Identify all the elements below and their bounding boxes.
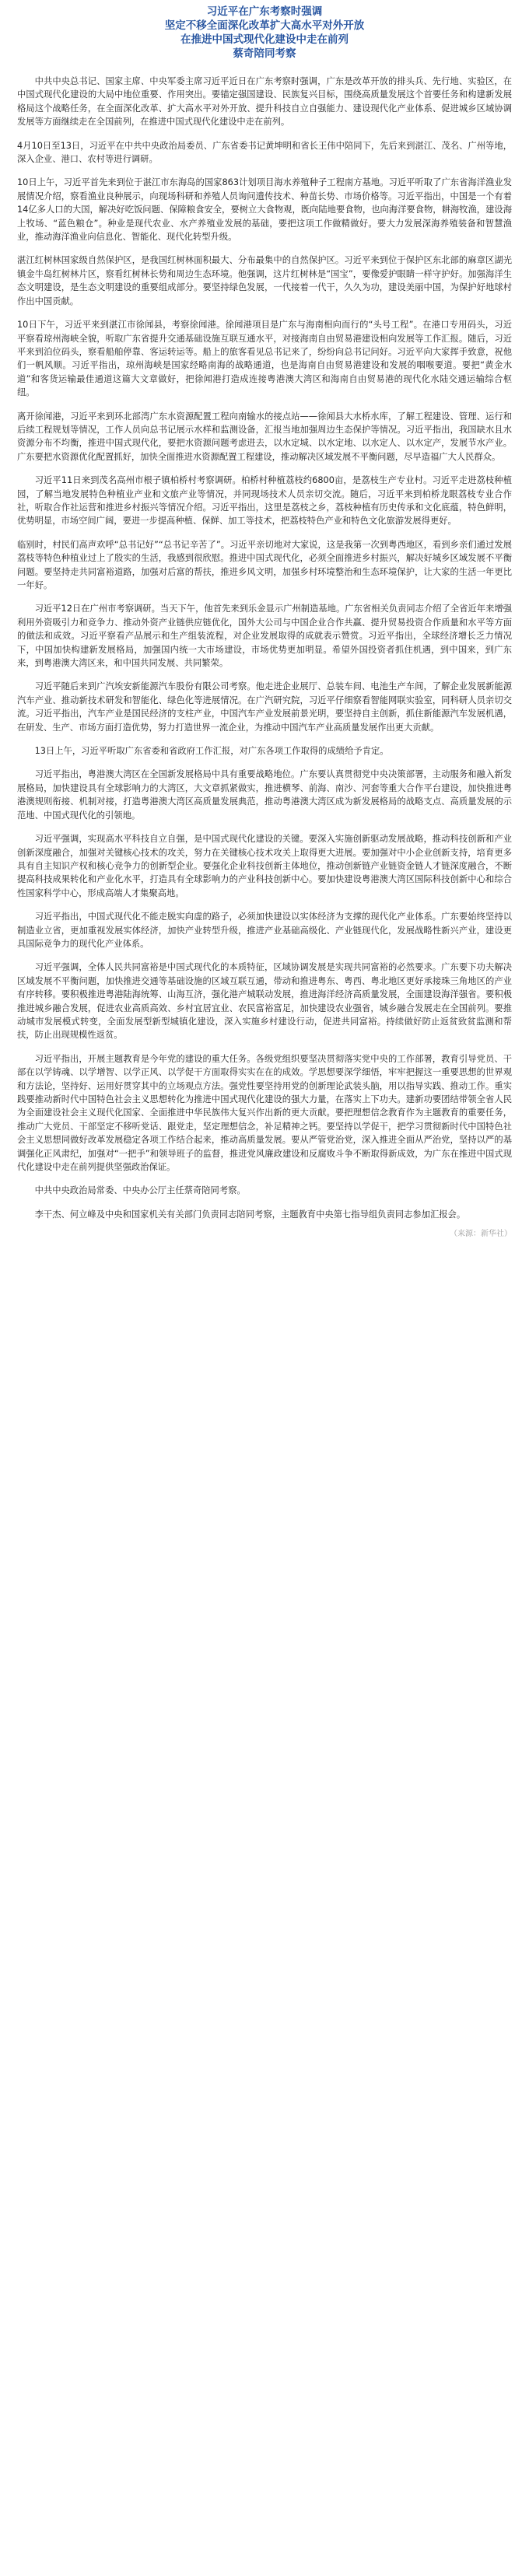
paragraph-greater-bay: 习近平指出，粤港澳大湾区在全国新发展格局中具有重要战略地位。广东要认真贯彻党中央决策部署，主动服务和融入新发展格局，加快建设具有全球影响力的大湾区，大文章抓紧做实，推进横琴、前海、南沙、河套等重大合作平台建设，加快推进粤港澳规则衔接、机制对接，打造粤港澳大湾区高质量发展典范，推动粤港澳大湾区成为新发展格局的战略支点、高质量发展的示范地、中国式现代化的引领地。 bbox=[17, 769, 512, 821]
paragraph-theme-education: 习近平指出，开展主题教育是今年党的建设的重大任务。各级党组织要坚决贯彻落实党中央的工作部署，教育引导党员、干部在以学铸魂、以学增智、以学正风、以学促干方面取得实实在在的成效。学思想要深学细悟，牢牢把握这一重要思想的世界观和方法论，坚持好、运用好贯穿其中的立场观点方法。强党性要坚持用党的创新理论武装头脑，用以指导实践、推动工作。重实践要推动新时代中国特色社会主义思想转化为推进中国式现代化建设的强大力量，在落实上下功夫。建新功要团结带领全省人民为全面建设社会主义现代化国家、全面推进中华民族伟大复兴作出新的更大贡献。要把理想信念教育作为主题教育的重要任务，推动广大党员、干部坚定不移听党话、跟党走，坚定理想信念，补足精神之钙。要坚持以学促干，把学习贯彻新时代中国特色社会主义思想同做好改革发展稳定各项工作结合起来，推动高质量发展。要从严管党治党，深入推进全面从严治党，坚持以严的基调强化正风肃纪，加强对“一把手”和领导班子的监督，推进党风廉政建设和反腐败斗争不断取得新成效，为广东在推进中国式现代化建设中走在前列提供坚强政治保证。 bbox=[17, 1053, 512, 1173]
headline-line-3: 在推进中国式现代化建设中走在前列 bbox=[180, 33, 349, 46]
article-headline bbox=[17, 5, 512, 61]
paragraph-common-prosperity: 习近平强调，全体人民共同富裕是中国式现代化的本质特征，区域协调发展是实现共同富裕的必然要求。广东要下功夫解决区域发展不平衡问题，加快推进交通等基础设施的区域互联互通，带动和推进粤东、粤西、粤北地区更好承接珠三角地区的产业有序转移。要积极推进粤港陆海统筹、山海互济，强化港产城联动发展，推进海洋经济高质量发展，全面建设海洋强省。要积极推进城乡融合发展，促进农业高质高效、乡村宜居宜业、农民富裕富足，加快建设农业强省，城乡融合发展走在全国前列。要推动城市发展模式转变，全面发展型新型城镇化建设，深入实施乡村建设行动，促进共同富裕。持续做好防止返贫致贫监测和帮扶，防止出现规模性返贫。 bbox=[17, 962, 512, 1041]
paragraph-farewell: 临别时，村民们高声欢呼“总书记好”“总书记辛苦了”。习近平亲切地对大家说，这是我第一次到粤西地区，看到乡亲们通过发展荔枝等特色种植业过上了殷实的生活，我感到很欣慰。推进中国式现代化，必须全面推进乡村振兴，解决好城乡区域发展不平衡问题。要坚持走共同富裕道路，加强对后富的帮扶，推进乡风文明，加强乡村环境整治和生态环境保护，让大家的生活一年更比一年好。 bbox=[17, 539, 512, 590]
paragraph-cai-qi: 中共中央政治局常委、中央办公厅主任蔡奇陪同考察。 bbox=[34, 1185, 246, 1196]
paragraph-lg-display: 习近平12日在广州市考察调研。当天下午，他首先来到乐金显示广州制造基地。广东省相关负责同志介绍了全省近年来增强利用外资吸引力和竞争力、推动外资产业链供应链优化，国外大公司与中国企业合作共赢、提升贸易投资合作质量和水平等方面的做法和成效。习近平察看产品展示和生产组装流程，对企业发展取得的成就表示赞赏。习近平指出，全球经济增长乏力情况下，中国加快构建新发展格局，加强国内统一大市场建设，市场优势更加明显。希望外国投资者抓住机遇，到中国来，到广东来，到粤港澳大湾区来，和中国共同发展、共同繁荣。 bbox=[17, 604, 512, 669]
headline-line-1: 习近平在广东考察时强调 bbox=[206, 5, 323, 18]
paragraph-intro: 中共中央总书记、国家主席、中央军委主席习近平近日在广东考察时强调，广东是改革开放的排头兵、先行地、实验区，在中国式现代化建设的大局中地位重要、作用突出。要锚定强国建设、民族复兴目标，围绕高质量发展这个首要任务和构建新发展格局这个战略任务，在全面深化改革、扩大高水平对外开放、提升科技自立自强能力、建设现代化产业体系、促进城乡区域协调发展等方面继续走在全国前列，在推进中国式现代化建设中走在前列。 bbox=[17, 76, 512, 128]
paragraph-sci-tech: 习近平强调，实现高水平科技自立自强，是中国式现代化建设的关键。要深入实施创新驱动发展战略，推动科技创新和产业创新深度融合，加强对关键核心技术的攻关，努力在关键核心技术攻关上取得更大进展。要加强对中小企业创新支持，培育更多具有自主知识产权和核心竞争力的创新型企业。要强化企业科技创新主体地位，推动创新链产业链资金链人才链深度融合，不断提高科技成果转化和产业化水平，打造具有全球影响力的产业科技创新中心。要加快建设粤港澳大湾区国际科技创新中心和综合性国家科学中心，形成高端人才集聚高地。 bbox=[17, 834, 512, 898]
article bbox=[0, 0, 529, 1238]
paragraph-report: 13日上午，习近平听取广东省委和省政府工作汇报，对广东各项工作取得的成绩给予肯定。 bbox=[34, 746, 389, 757]
headline-line-4: 蔡奇陪同考察 bbox=[233, 47, 296, 60]
paragraph-aquaculture: 10日上午，习近平首先来到位于湛江市东海岛的国家863计划项目海水养殖种子工程南方基地。习近平听取了广东省海洋渔业发展情况介绍，察看渔业良种展示，向现场科研和养殖人员询问遗传技术、种苗长势、市场价格等。习近平指出，中国是一个有着14亿多人口的大国，解决好吃饭问题、保障粮食安全，要树立大食物观，既向陆地要食物，也向海洋要食物，耕海牧渔，建设海上牧场、“蓝色粮仓”。种业是现代农业、水产养殖业发展的基础，要把这项工作做精做好。要大力发展深海养殖装备和智慧渔业，推动海洋渔业向信息化、智能化、现代化转型升级。 bbox=[17, 177, 512, 243]
paragraph-gac-aion: 习近平随后来到广汽埃安新能源汽车股份有限公司考察。他走进企业展厅、总装车间、电池生产车间，了解企业发展新能源汽车产业、推动新技术研发和智能化、绿色化等进展情况。在广汽研究院，习近平仔细察看智能网联实验室，同科研人员亲切交流。习近平指出，汽车产业是国民经济的支柱产业，中国汽车产业发展前景光明，要坚持自主创新，抓住新能源汽车发展机遇，在研发、生产、市场方面打造优势，努力打造世界一流企业，为推动中国汽车产业高质量发展作出更大贡献。 bbox=[17, 681, 512, 733]
headline-line-2: 坚定不移全面深化改革扩大高水平对外开放 bbox=[164, 19, 365, 32]
paragraph-lychee-village: 习近平11日来到茂名高州市根子镇柏桥村考察调研。柏桥村种植荔枝约6800亩，是荔枝生产专业村。习近平走进荔枝种植园，了解当地发展特色种植业产业和文旅产业等情况，并同现场技术人员亲切交流。随后，习近平来到柏桥龙眼荔枝专业合作社，听取合作社运营和推进乡村振兴等情况介绍。习近平指出，这里是荔枝之乡，荔枝种植有历史传承和文化底蕴，特色鲜明，优势明显，市场空间广阔，要进一步提高种植、保鲜、加工等技术，把荔枝特色产业和特色文化旅游发展得更好。 bbox=[17, 475, 512, 527]
paragraph-xuwen-port: 10日下午，习近平来到湛江市徐闻县，考察徐闻港。徐闻港项目是广东与海南相向而行的“头号工程”。在港口专用码头，习近平察看琼州海峡全貌，听取广东省提升交通基础设施互联互通水平，对接海南自由贸易港建设相向发展等工作汇报。随后，习近平来到泊位码头，察看船舶停靠、客运转运等。船上的旅客看见总书记来了，纷纷向总书记问好。习近平向大家挥手致意，祝他们一帆风顺。习近平指出，琼州海峡是国家经略南海的战略通道，也是海南自由贸易港建设和发展的咽喉要道。要把“黄金水道”和客货运输最佳通道这篇大文章做好，把徐闻港打造成连接粤港澳大湾区和海南自由贸易港的现代化水陆交通运输综合枢纽。 bbox=[17, 320, 512, 398]
source-credit: （来源：新华社） bbox=[450, 1230, 512, 1239]
paragraph-reservoir: 离开徐闻港，习近平来到环北部湾广东水资源配置工程向南输水的接点站——徐闻县大水桥水库，了解工程建设、管理、运行和后续工程规划等情况，工作人员向总书记展示水样和监测设备，汇报当地加强周边生态保护等情况。习近平指出，我国缺水且水资源分布不均衡，推进中国式现代化，要把水资源问题考虑进去，以水定城、以水定地、以水定人、以水定产，发展节水产业。广东要把水资源优化配置抓好，加快全面推进水资源配置工程建设，推动解决区域发展不平衡问题，尽早造福广大人民群众。 bbox=[17, 411, 512, 462]
paragraph-itinerary: 4月10日至13日，习近平在中共中央政治局委员、广东省委书记黄坤明和省长王伟中陪同下，先后来到湛江、茂名、广州等地，深入企业、港口、农村等进行调研。 bbox=[17, 140, 512, 165]
paragraph-accompanying: 李干杰、何立峰及中央和国家机关有关部门负责同志陪同考察，主题教育中央第七指导组负责同志参加汇报会。 bbox=[34, 1209, 466, 1220]
paragraph-industry: 习近平指出，中国式现代化不能走脱实向虚的路子，必须加快建设以实体经济为支撑的现代化产业体系。广东要始终坚持以制造业立省，更加重视发展实体经济，加快产业转型升级，推进产业基础高级化、产业链现代化，发展战略性新兴产业，建设更具国际竞争力的现代化产业体系。 bbox=[17, 912, 512, 949]
paragraph-mangrove: 湛江红树林国家级自然保护区，是我国红树林面积最大、分布最集中的自然保护区。习近平来到位于保护区东北部的麻章区湖光镇金牛岛红树林片区，察看红树林长势和周边生态环境。他强调，这片红树林是“国宝”，要像爱护眼睛一样守护好。加强海洋生态文明建设，是生态文明建设的重要组成部分。要坚持绿色发展，一代接着一代干，久久为功，建设美丽中国，为保护好地球村作出中国贡献。 bbox=[17, 255, 512, 306]
